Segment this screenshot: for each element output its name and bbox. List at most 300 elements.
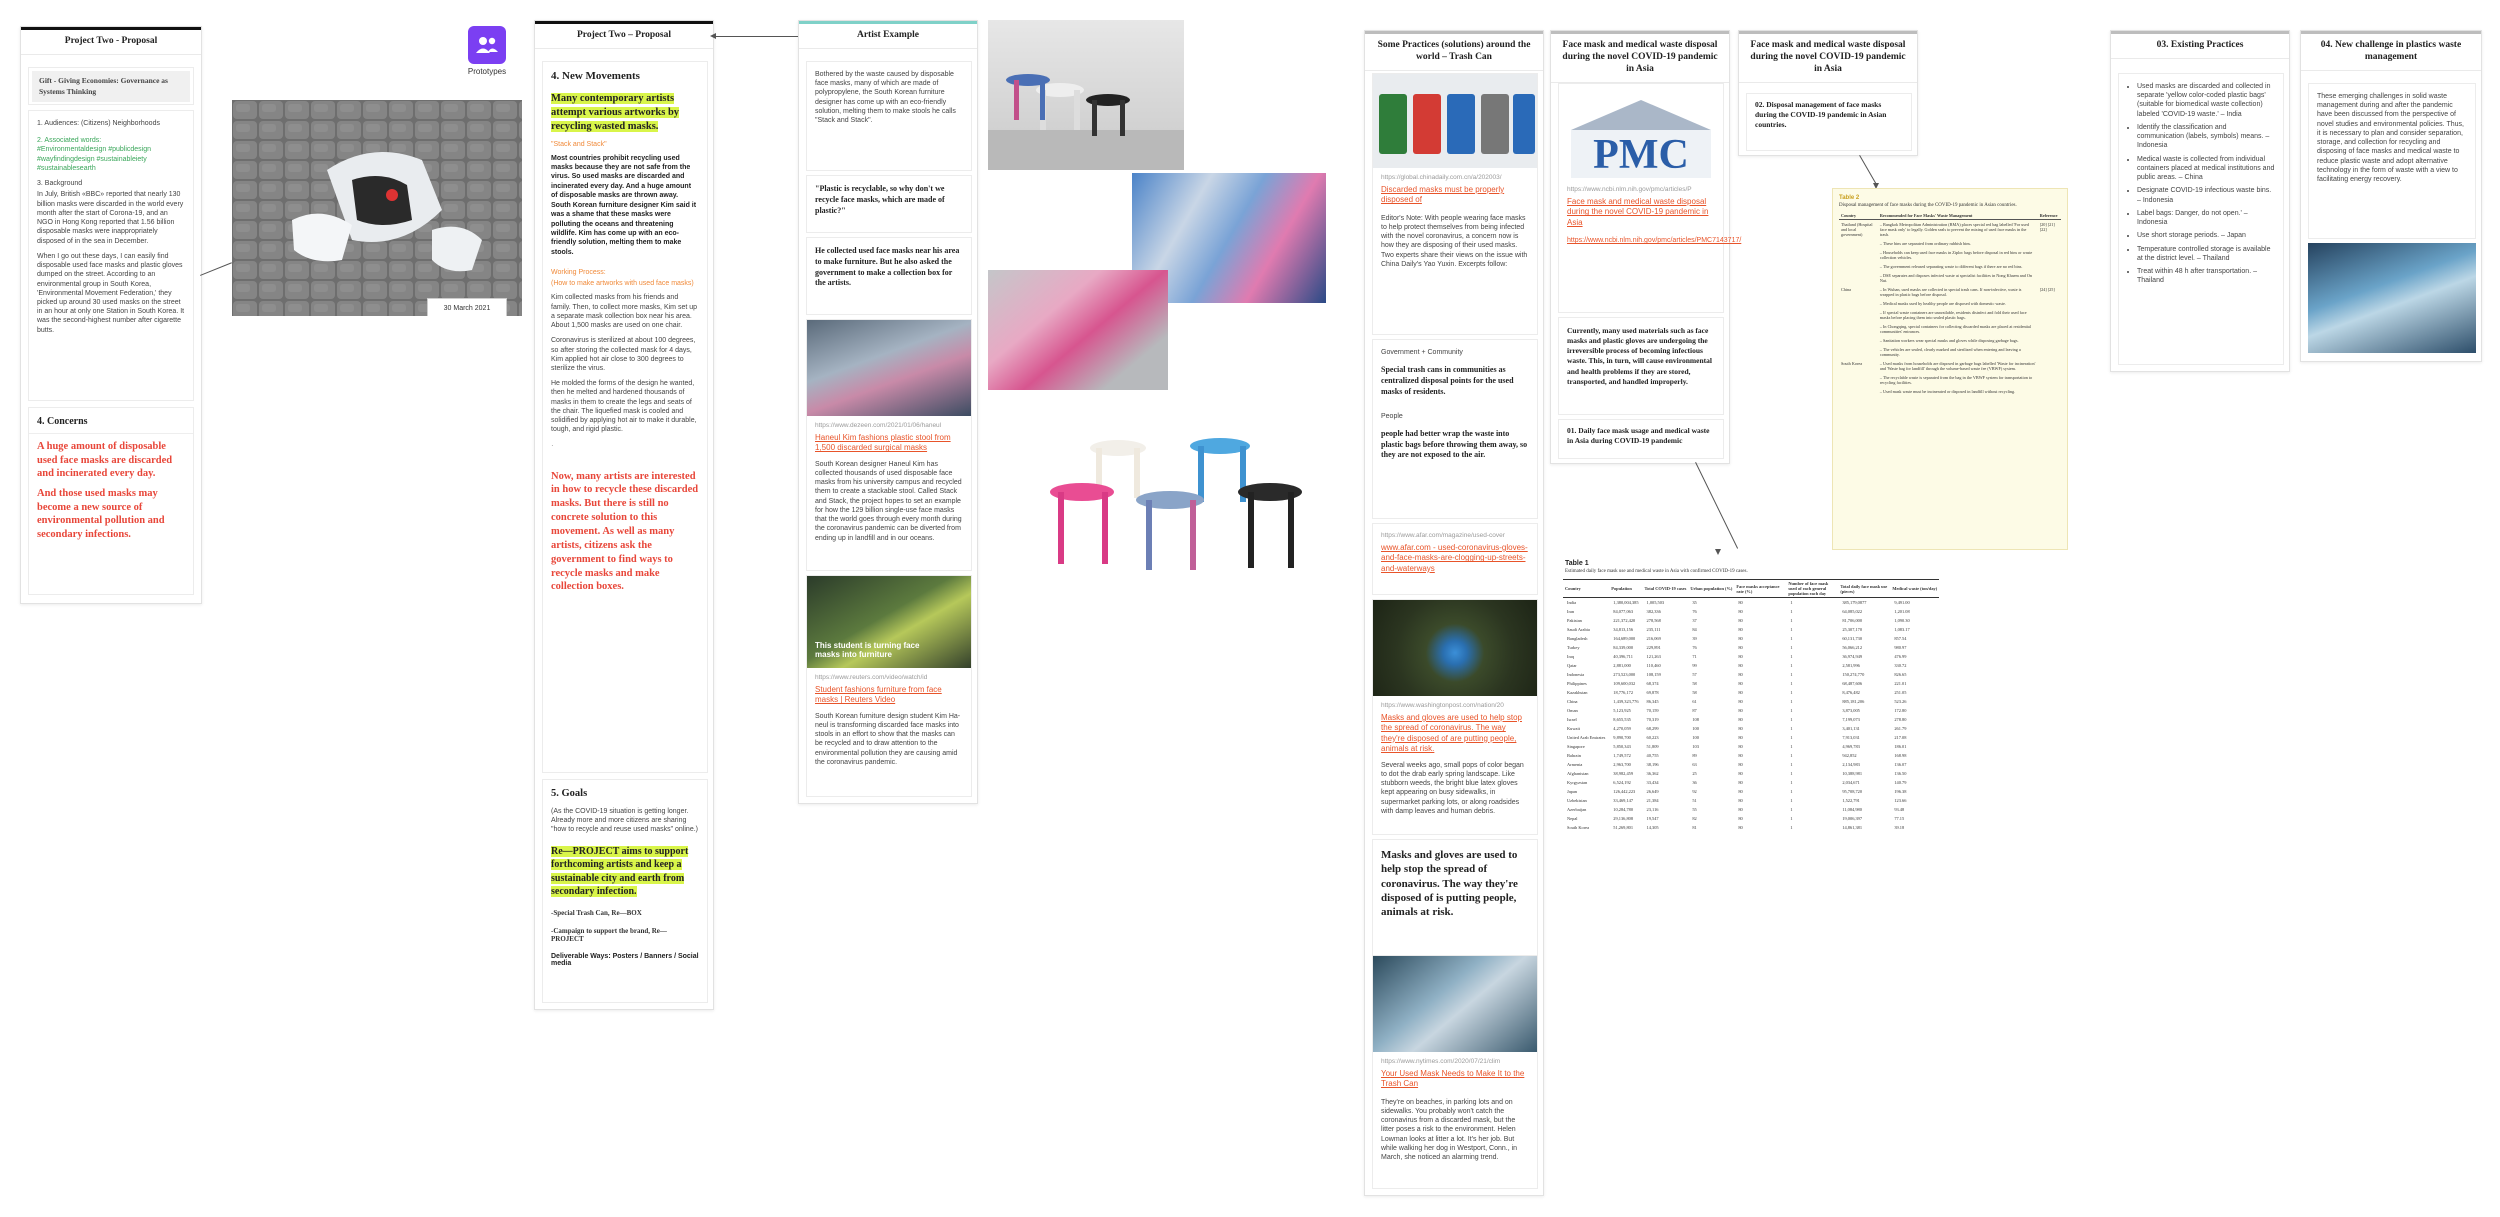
table-cell: 80 <box>1738 645 1743 650</box>
table-cell <box>2038 308 2061 322</box>
category-label: Government + Community <box>1381 349 1463 356</box>
table-cell: 80 <box>1738 789 1743 794</box>
artist-intro: Bothered by the waste caused by disposable face masks, many of which are made of polypropylene, the South Korean furniture designer has come up with an eco-friendly solution, melting them to make stools he calls "Stack and Stack". <box>815 71 956 125</box>
existing-practice-item: • Medical waste is collected from individual containers placed at medical institutions and public areas. – China <box>2137 155 2275 183</box>
article-desc: Editor's Note: With people wearing face masks to help protect themselves from being infected with the novel coronavirus, a concern now is how they are disposing of their used masks. Two experts share their views on the issue with China Daily's Yao Yuxin. Excerpts follow: <box>1381 214 1528 268</box>
table-cell: 60,223 <box>1646 735 1659 740</box>
article-link[interactable]: www.afar.com - used-coronavirus-gloves-and-face-masks-are-clogging-up-streets-and-waterways <box>1381 543 1528 573</box>
table-cell: – Households can keep used face masks in Ziploc bags before disposal in red bins or waste collection vehicles. <box>1879 250 2033 260</box>
table-cell: 10,388,981 <box>1842 771 1863 776</box>
table-cell: 68,487,606 <box>1842 681 1863 686</box>
connector-line <box>200 262 232 276</box>
table-cell: 1 <box>1790 726 1793 731</box>
table-cell: 164,689,000 <box>1613 636 1636 641</box>
table-cell: 21,384 <box>1646 798 1659 803</box>
table-cell: 80 <box>1738 636 1743 641</box>
table-cell: 126,442,223 <box>1613 789 1636 794</box>
existing-practices-card[interactable] <box>2110 30 2290 372</box>
table-row <box>1563 742 1939 751</box>
table-cell: 9,491.00 <box>1894 600 1910 605</box>
table-cell: 38,196 <box>1646 762 1659 767</box>
article-link[interactable]: Masks and gloves are used to help stop the spread of coronavirus. The way they're disposed of are putting people, animals at risk. <box>1381 713 1522 754</box>
stool-photo-pink[interactable] <box>988 270 1168 390</box>
table-cell: 58 <box>1692 690 1697 695</box>
table-cell <box>1839 387 1878 396</box>
table-cell: China <box>1841 287 1852 292</box>
table-cell: 80 <box>1738 771 1743 776</box>
waste-photo[interactable] <box>2308 243 2476 353</box>
table-cell: 36,974,949 <box>1842 654 1863 659</box>
table-cell: Philippines <box>1567 681 1587 686</box>
video-thumbnail[interactable] <box>807 576 971 668</box>
face-mask-card-1[interactable] <box>1550 30 1742 464</box>
dezeen-article[interactable] <box>806 319 972 571</box>
new-challenge-card[interactable] <box>2300 30 2482 362</box>
table-cell: 80 <box>1738 816 1743 821</box>
table-cell: 19,006,397 <box>1842 816 1863 821</box>
stool-photo-room[interactable] <box>988 20 1184 170</box>
table-cell: 7,199,073 <box>1842 717 1860 722</box>
pmc-link-url[interactable]: https://www.ncbi.nlm.nih.gov/pmc/articles/PMC7143717/ <box>1567 237 1742 245</box>
table-row <box>1563 688 1939 697</box>
table-cell: 51,809 <box>1646 744 1659 749</box>
card-title: 03. Existing Practices <box>2111 31 2289 59</box>
table-cell: 1 <box>1790 672 1793 677</box>
table-cell: 136.07 <box>1894 762 1907 767</box>
proposal-card-mid[interactable] <box>534 20 714 1010</box>
table-cell: – If special waste containers are unavailable, residents disinfect and fold their used face masks before placing them into sealed plastic bags. <box>1879 310 2027 320</box>
table-cell: – The government released separating waste to different bags if there are no red bins. <box>1879 264 2023 269</box>
stool-photo-group[interactable] <box>1030 420 1320 580</box>
table-cell: 1 <box>1790 744 1793 749</box>
process-p1: Kim collected masks from his friends and family. Then, to collect more masks, Kim set up a separate mask collection box near his area. About 1,500 masks are used on one chair. <box>551 294 698 330</box>
table-cell: 11,084,980 <box>1842 807 1862 812</box>
table-cell: 99 <box>1692 663 1697 668</box>
process-label: Working Process: <box>551 269 606 277</box>
table-cell: 80 <box>1738 690 1743 695</box>
article-link[interactable]: Your Used Mask Needs to Make It to the Trash Can <box>1381 1069 1525 1089</box>
table-cell: Pakistan <box>1567 618 1582 623</box>
table-row <box>1839 271 2061 285</box>
table-cell: 80 <box>1738 753 1743 758</box>
table-cell: 2,034,671 <box>1842 780 1860 785</box>
table-cell: 1,749,572 <box>1613 753 1631 758</box>
table-cell: 34,813,156 <box>1613 627 1634 632</box>
card-title: Project Two - Proposal <box>21 27 201 55</box>
table-1-document[interactable] <box>1563 558 1973 950</box>
table-cell: 19,547 <box>1646 816 1659 821</box>
table-cell: 80 <box>1738 744 1743 749</box>
table-cell: 2,881,000 <box>1613 663 1631 668</box>
table-cell: 29,136,808 <box>1613 816 1634 821</box>
table-cell: 80 <box>1738 717 1743 722</box>
table-cell: 3,401,131 <box>1842 726 1860 731</box>
table-cell: – The vehicles are sealed, clearly marked and sterilized when entering and leaving a community. <box>1879 347 2021 357</box>
card-title: Face mask and medical waste disposal during the novel COVID-19 pandemic in Asia <box>1739 31 1917 83</box>
table-cell: Iraq <box>1567 654 1575 659</box>
table-cell: Saudi Arabia <box>1567 627 1590 632</box>
table-cell: 58 <box>1692 681 1697 686</box>
movements-box: 4. New Movements Many contemporary artists attempt various artworks by recycling wasted masks. "Stack and Stack" Most countries prohibit recycling used masks because they are not safe from the virus. So used masks are discarded and incinerated every day. And a huge amount of disposable masks are thrown away. South Korean furniture designer Kim said it was a shame that these masks were polluting the oceans and threatening wildlife. Kim has come up with an eco-friendly solution, melting them to make stools. Working Process: (How to make artworks with used face masks) Kim collected masks from his friends and family. Then, to collect more masks, Kim set up a separate mask collection box near his area. About 1,500 masks are used on one chair. Coronavirus is sterilized at about 100 degrees, so after storing the collected mask for 4 days, Kim applied hot air close to 300 degrees to sterilize the virus. He molded the forms of the design he wanted, then he melted and hardened thousands of masks in them to create the legs and seats of the chair. The liquefied mask is cooled and solidified by applying hot air to make it durable, tough, and rigid plastic. · Now, many artists are interested in how to recycle these discarded masks. But there is still no concrete solution to this movement. As well as many artists, citizens ask the government to find ways to recycle masks and make collection boxes. <box>542 61 708 773</box>
table-cell: 108,159 <box>1646 672 1661 677</box>
table-cell: Nepal <box>1567 816 1578 821</box>
table-cell: 68,299 <box>1646 726 1659 731</box>
photo-date-tag <box>427 298 507 316</box>
card-title: 04. New challenge in plastics waste management <box>2301 31 2481 71</box>
arrow-head <box>710 33 716 39</box>
table-cell: Turkey <box>1567 645 1580 650</box>
table-cell: 84 <box>1692 627 1697 632</box>
table-cell: 33,434 <box>1646 780 1659 785</box>
table-cell: 69,878 <box>1646 690 1659 695</box>
table-cell: 80 <box>1738 609 1743 614</box>
pmc-article[interactable] <box>1558 83 1742 313</box>
table-cell: 216,069 <box>1646 636 1661 641</box>
china-daily-article[interactable] <box>1372 73 1538 335</box>
table-cell: 1 <box>1790 699 1793 704</box>
table-cell: 2,134,983 <box>1842 762 1860 767</box>
table-cell: 84,077,063 <box>1613 609 1634 614</box>
table-cell <box>2038 322 2061 336</box>
table-cell: Bangladesh <box>1567 636 1588 641</box>
table-cell: 1 <box>1790 735 1793 740</box>
table-cell: 1 <box>1790 681 1793 686</box>
video-caption: This student is turning face masks into furniture <box>815 640 920 660</box>
disposal-sub-text: 02. Disposal management of face masks during the COVID-19 pandemic in Asian countries. <box>1755 100 1887 130</box>
table-cell: 80 <box>1738 627 1743 632</box>
table-cell <box>2038 387 2061 396</box>
table-cell <box>1839 239 1878 248</box>
table-cell: 6,524,192 <box>1613 780 1631 785</box>
table-cell: 80 <box>1738 798 1743 803</box>
table-cell: 80 <box>1738 699 1743 704</box>
table-header: Country <box>1563 580 1609 598</box>
table-cell: 1,522,791 <box>1842 798 1860 803</box>
existing-practice-item: • Label bags: Danger, do not open.' – Indonesia <box>2137 209 2275 227</box>
table-cell: 14,305 <box>1646 825 1659 830</box>
article-link[interactable]: Haneul Kim fashions plastic stool from 1,500 discarded surgical masks <box>815 433 951 453</box>
table-cell: 217.08 <box>1894 735 1907 740</box>
table-cell <box>2038 239 2061 248</box>
table-cell: 33,469,147 <box>1613 798 1634 803</box>
table-cell: 51,269,801 <box>1613 825 1634 830</box>
table-cell: 1 <box>1790 762 1793 767</box>
table-cell: 5,850,343 <box>1613 744 1631 749</box>
video-url: https://www.reuters.com/video/watch/id <box>815 674 928 681</box>
table-cell <box>1839 262 1878 271</box>
table-row <box>1563 805 1939 814</box>
table-cell <box>2038 248 2061 262</box>
table-cell: 25 <box>1692 771 1697 776</box>
table-cell: 18,776,172 <box>1613 690 1634 695</box>
video-link[interactable]: Student fashions furniture from face masks | Reuters Video <box>815 685 942 705</box>
pmc-logo-art <box>1559 84 1723 180</box>
bold-paragraph: Most countries prohibit recycling used masks because they are not safe from the virus. So used masks are discarded and incinerated every day. And a huge amount of disposable masks are thrown away. South Korean furniture designer Kim said it was a shame that these masks were polluting the oceans and threatening wildlife. Kim has come up with an eco-friendly solution, melting them to make stools. <box>551 154 697 256</box>
table-cell: 3,873,005 <box>1842 708 1860 713</box>
table-cell: 1 <box>1790 753 1793 758</box>
table-cell: 1 <box>1790 645 1793 650</box>
article-desc: Several weeks ago, small pops of color began to dot the drab early spring landscape. Like stubborn weeds, the bright blue latex gloves kept appearing on busy sidewalks, in supermarket parking lots, or along roadsides with damp leaves and human debris. <box>1381 761 1524 815</box>
table-cell: South Korea <box>1841 361 1863 366</box>
table-row <box>1839 262 2061 271</box>
red-statement: Now, many artists are interested in how to recycle these discarded masks. But there is still no concrete solution to this movement. As well as many artists, citizens ask the government to find ways to recycle masks and make collection boxes. <box>551 470 699 593</box>
table-cell: 172.80 <box>1894 708 1907 713</box>
artist-quote: "Plastic is recyclable, so why don't we recycle face masks, which are made of plastic?" <box>815 184 945 215</box>
connector-line <box>1859 155 1877 185</box>
article-url: https://www.washingtonpost.com/nation/20 <box>1381 702 1504 709</box>
artist-example-card[interactable] <box>798 20 978 804</box>
table-cell: 38,982,459 <box>1613 771 1634 776</box>
concerns-title: 4. Concerns <box>29 408 193 434</box>
table-cell: Uzbekistan <box>1567 798 1587 803</box>
article-url: https://www.dezeen.com/2021/01/06/haneul <box>815 422 942 429</box>
trash-cans-photo <box>1373 74 1537 168</box>
table-cell: – In Chongqing, special containers for collecting discarded masks are placed at residential communities' entrances. <box>1879 324 2031 334</box>
pmc-sub <box>1558 419 1724 459</box>
table-cell: 64,085,022 <box>1842 609 1863 614</box>
table-cell: Azerbaijan <box>1567 807 1587 812</box>
practices-card[interactable] <box>1364 30 1544 1196</box>
table-cell: Armenia <box>1567 762 1583 767</box>
stool-photo <box>807 320 971 416</box>
table-cell: United Arab Emirates <box>1567 735 1606 740</box>
table-row <box>1563 634 1939 643</box>
table-row <box>1839 387 2061 396</box>
table-row <box>1563 724 1939 733</box>
table-cell: – Medical masks used by healthy people are disposed with domestic waste. <box>1879 301 2006 306</box>
table-cell: 1 <box>1790 780 1793 785</box>
table-cell: 103 <box>1692 744 1699 749</box>
table-cell: 278,568 <box>1646 618 1661 623</box>
table-cell: 1 <box>1790 807 1793 812</box>
masks-beach-photo <box>1373 956 1537 1052</box>
proposal-card-left[interactable] <box>20 26 202 604</box>
face-mask-card-2[interactable] <box>1738 30 1918 156</box>
table-cell: 36 <box>1692 780 1697 785</box>
people-text: people had better wrap the waste into plastic bags before throwing them away, so they are not exposed to the air. <box>1381 428 1528 460</box>
background-label: 3. Background <box>37 180 83 188</box>
highlight-goal: Re—PROJECT aims to support forthcoming artists and keep a sustainable city and earth from secondary infection. <box>551 845 689 898</box>
existing-practice-item: • Identify the classification and communication (labels, symbols) means. – Indonesia <box>2137 123 2275 151</box>
table-cell: Kyrgyzstan <box>1567 780 1588 785</box>
concerns-box <box>28 407 194 595</box>
table-cell: 80 <box>1738 726 1743 731</box>
table-cell: 108 <box>1692 717 1699 722</box>
table-cell: 1 <box>1790 654 1793 659</box>
table-cell: India <box>1567 600 1577 605</box>
table-cell: 221.01 <box>1894 681 1907 686</box>
quote-box <box>1372 839 1538 973</box>
article-link[interactable]: Discarded masks must be properly disposed of <box>1381 185 1505 205</box>
table-cell: 76 <box>1692 645 1697 650</box>
existing-list-box <box>2118 73 2284 365</box>
table-cell <box>1839 299 1878 308</box>
table-row <box>1839 373 2061 387</box>
article-url: https://www.afar.com/magazine/used-cover <box>1381 532 1505 539</box>
government-box <box>1372 339 1538 519</box>
challenge-body: These emerging challenges in solid waste management during and after the pandemic have been discussed from the perspective of novel studies and environmental policies. Thus, it is necessary to plan and consider separation, storage, and collection for recycling and disposing of face masks and medical waste to reduce plastic waste and adopt alternative technology in the form of waste with a view to facilitating energy recovery. <box>2317 93 2464 184</box>
table-cell: 110,460 <box>1646 663 1661 668</box>
table-cell: 70,319 <box>1646 717 1659 722</box>
table-cell: 8,655,535 <box>1613 717 1631 722</box>
nytimes-article[interactable] <box>1372 955 1538 1189</box>
table-row <box>1839 220 2061 240</box>
table-cell: 93.48 <box>1894 807 1905 812</box>
existing-practice-item: • Temperature controlled storage is available at the district level. – Thailand <box>2137 245 2275 263</box>
table-cell: 121,263 <box>1646 654 1661 659</box>
table-cell: 86,345 <box>1646 699 1659 704</box>
table-row <box>1839 299 2061 308</box>
prototypes-label: Prototypes <box>467 67 507 76</box>
table-cell: 1 <box>1790 636 1793 641</box>
table-row <box>1563 643 1939 652</box>
wapo-article[interactable] <box>1372 599 1538 835</box>
table-cell: 80 <box>1738 618 1743 623</box>
table-cell: Thailand (Hospital and local government) <box>1841 222 1873 237</box>
table-cell: 1 <box>1790 663 1793 668</box>
table-cell: 84,339,000 <box>1613 645 1634 650</box>
table-row <box>1563 769 1939 778</box>
table-cell: [20] [21] [22] <box>2039 222 2055 232</box>
table-row <box>1563 679 1939 688</box>
prototypes-button[interactable] <box>462 26 512 86</box>
table-cell: Singapore <box>1567 744 1585 749</box>
table-cell: Kuwait <box>1567 726 1580 731</box>
trash-cans-art <box>1373 74 1537 168</box>
table-cell: 385,179,0877 <box>1842 600 1867 605</box>
table-cell: 35 <box>1692 600 1697 605</box>
artist-quote-box <box>806 175 972 233</box>
table-cell: 80 <box>1738 825 1743 830</box>
table-header: Medical waste (ton/day) <box>1890 580 1939 598</box>
goals-box <box>542 779 708 1003</box>
article-link[interactable]: Face mask and medical waste disposal during the novel COVID-19 pandemic in Asia <box>1567 197 1709 227</box>
table-cell: 80 <box>1738 681 1743 686</box>
big-quote: Masks and gloves are used to help stop the spread of coronavirus. The way they're disposed of is putting people, animals at risk. <box>1381 849 1518 919</box>
table-cell: Indonesia <box>1567 672 1585 677</box>
table-cell: 1,083.17 <box>1894 627 1910 632</box>
hashtags: #Environmentaldesign #publicdesign #wayfindingdesign #sustainableiety #sustainablesearth <box>37 146 152 172</box>
table-2-caption: Disposal management of face masks during the COVID-19 pandemic in Asian countries. <box>1839 203 2017 208</box>
table-cell: 14,861,381 <box>1842 825 1863 830</box>
table-cell: 221,372,420 <box>1613 618 1636 623</box>
article-desc: South Korean designer Haneul Kim has collected thousands of used disposable face masks from his university campus and recycled them to create a stackable stool. Called Stack and Stack, the project hopes to set an example for how the 129 billion single-use face masks that the world goes through every month during the coronavirus pandemic can be diverted from ending up in landfill and in our oceans. <box>815 460 962 542</box>
table-cell: 1,090.30 <box>1894 618 1910 623</box>
table-cell <box>2038 373 2061 387</box>
table-row <box>1839 308 2061 322</box>
street-masks-photo[interactable] <box>232 100 522 316</box>
table-cell: 76 <box>1692 609 1697 614</box>
afar-article[interactable] <box>1372 523 1538 595</box>
table-row <box>1563 598 1939 608</box>
table-cell: Qatar <box>1567 663 1577 668</box>
table-cell: 980.97 <box>1894 645 1907 650</box>
deliverable-text: Deliverable Ways: Posters / Banners / Social media <box>551 952 699 967</box>
process-p3: He molded the forms of the design he wanted, then he melted and hardened thousands of masks in them to create the legs and seats of the chair. The liquefied mask is cooled and solidified by applying hot air to make it durable, tough, and rigid plastic. <box>551 380 697 434</box>
table-cell: 81 <box>1692 825 1697 830</box>
table-cell: 26,649 <box>1646 789 1659 794</box>
existing-list <box>2119 74 2283 297</box>
video-desc: South Korean furniture design student Kim Ha-neul is transforming discarded face masks into stools in an effort to show that the masks can be recycled and to draw attention to the environmental pollution they are causing amid the coronavirus pandemic. <box>815 712 961 766</box>
table-row <box>1839 336 2061 345</box>
table-cell: 229,891 <box>1646 645 1661 650</box>
table-cell: 100 <box>1692 735 1699 740</box>
table-cell: 1,380,004,385 <box>1613 600 1639 605</box>
table-cell <box>2038 359 2061 373</box>
table-cell: – Used masks from households are disposed in garbage bags labelled 'Waste for incineration' and 'Waste bag for landfill' through the volume-based waste fee (VBWF) system. <box>1879 361 2036 371</box>
table-cell <box>1839 345 1878 359</box>
table-cell: 56,066,212 <box>1842 645 1863 650</box>
table-header: Number of face mask used of each general population each day <box>1786 580 1838 598</box>
process-sub: (How to make artworks with used face masks) <box>551 280 694 288</box>
table-cell: 80 <box>1738 762 1743 767</box>
table-cell: 261.79 <box>1894 726 1907 731</box>
table-cell: 150,274,770 <box>1842 672 1865 677</box>
topic-text: Gift - Giving Economies: Governance as Systems Thinking <box>32 71 190 102</box>
table-cell: 8,476,482 <box>1842 690 1860 695</box>
table-header: Face masks acceptance rate (%) <box>1734 580 1786 598</box>
table-cell <box>1839 322 1878 336</box>
audiences-text: 1. Audiences: (Citizens) Neighborhoods <box>37 120 160 127</box>
table-cell: 80 <box>1738 708 1743 713</box>
challenge-text-box <box>2308 83 2476 239</box>
table-cell: [24] [25] <box>2039 287 2055 292</box>
table-1-body <box>1563 579 1973 832</box>
table-2-document[interactable] <box>1832 188 2068 550</box>
table-cell: 1 <box>1790 717 1793 722</box>
table-cell: 70,159 <box>1646 708 1659 713</box>
background-p2: When I go out these days, I can easily find disposable used face masks and plastic gloves dumped on the street. According to an environmental group in South Korea, 'Environmental Movement Federation,' they picked up around 30 used masks on the street in an hour at only one Station in South Korea. It was the second-highest number after cigarette butts. <box>37 252 185 334</box>
table-cell: 1 <box>1790 708 1793 713</box>
reuters-video[interactable] <box>806 575 972 797</box>
table-row <box>1563 823 1939 832</box>
arrow-head <box>1715 549 1721 555</box>
table-cell: 196.38 <box>1894 789 1907 794</box>
table-cell: 1 <box>1790 600 1793 605</box>
special-cans-text: Special trash cans in communities as centralized disposal points for the used masks of residents. <box>1381 365 1514 396</box>
table-cell: 382,336 <box>1646 609 1661 614</box>
table-row <box>1563 760 1939 769</box>
table-header: Reference <box>2038 212 2061 220</box>
table-cell: 4,969,783 <box>1842 744 1860 749</box>
table-cell: 80 <box>1738 672 1743 677</box>
artist-collected: He collected used face masks near his area to make furniture. But he also asked the government to make a collection box for the artists. <box>815 246 960 288</box>
table-row <box>1563 751 1939 760</box>
table-cell: 1 <box>1790 618 1793 623</box>
table-cell: 39.18 <box>1894 825 1905 830</box>
table-row <box>1563 661 1939 670</box>
table-row <box>1563 607 1939 616</box>
table-cell: 1 <box>1790 627 1793 632</box>
table-header: Urban population (%) <box>1688 580 1734 598</box>
table-row <box>1563 697 1939 706</box>
special-trash-can: -Special Trash Can, Re—BOX <box>551 908 642 917</box>
table-cell <box>1839 336 1878 345</box>
table-cell: – The recyclable waste is separated from the bag in the VBWF system for transportation to recycling facilities. <box>1879 375 2033 385</box>
table-cell: 57 <box>1692 672 1697 677</box>
table-1 <box>1563 579 1939 832</box>
table-cell: 82 <box>1692 816 1697 821</box>
article-url: https://www.ncbi.nlm.nih.gov/pmc/articles/P <box>1567 186 1692 193</box>
table-cell: 136.50 <box>1894 771 1907 776</box>
table-row <box>1563 625 1939 634</box>
table-cell <box>2038 262 2061 271</box>
table-row <box>1563 652 1939 661</box>
table-header: Total daily face mask use (pieces) <box>1838 580 1890 598</box>
table-cell: 80 <box>1738 663 1743 668</box>
card-title: Artist Example <box>799 21 977 49</box>
table-cell: 1 <box>1790 816 1793 821</box>
